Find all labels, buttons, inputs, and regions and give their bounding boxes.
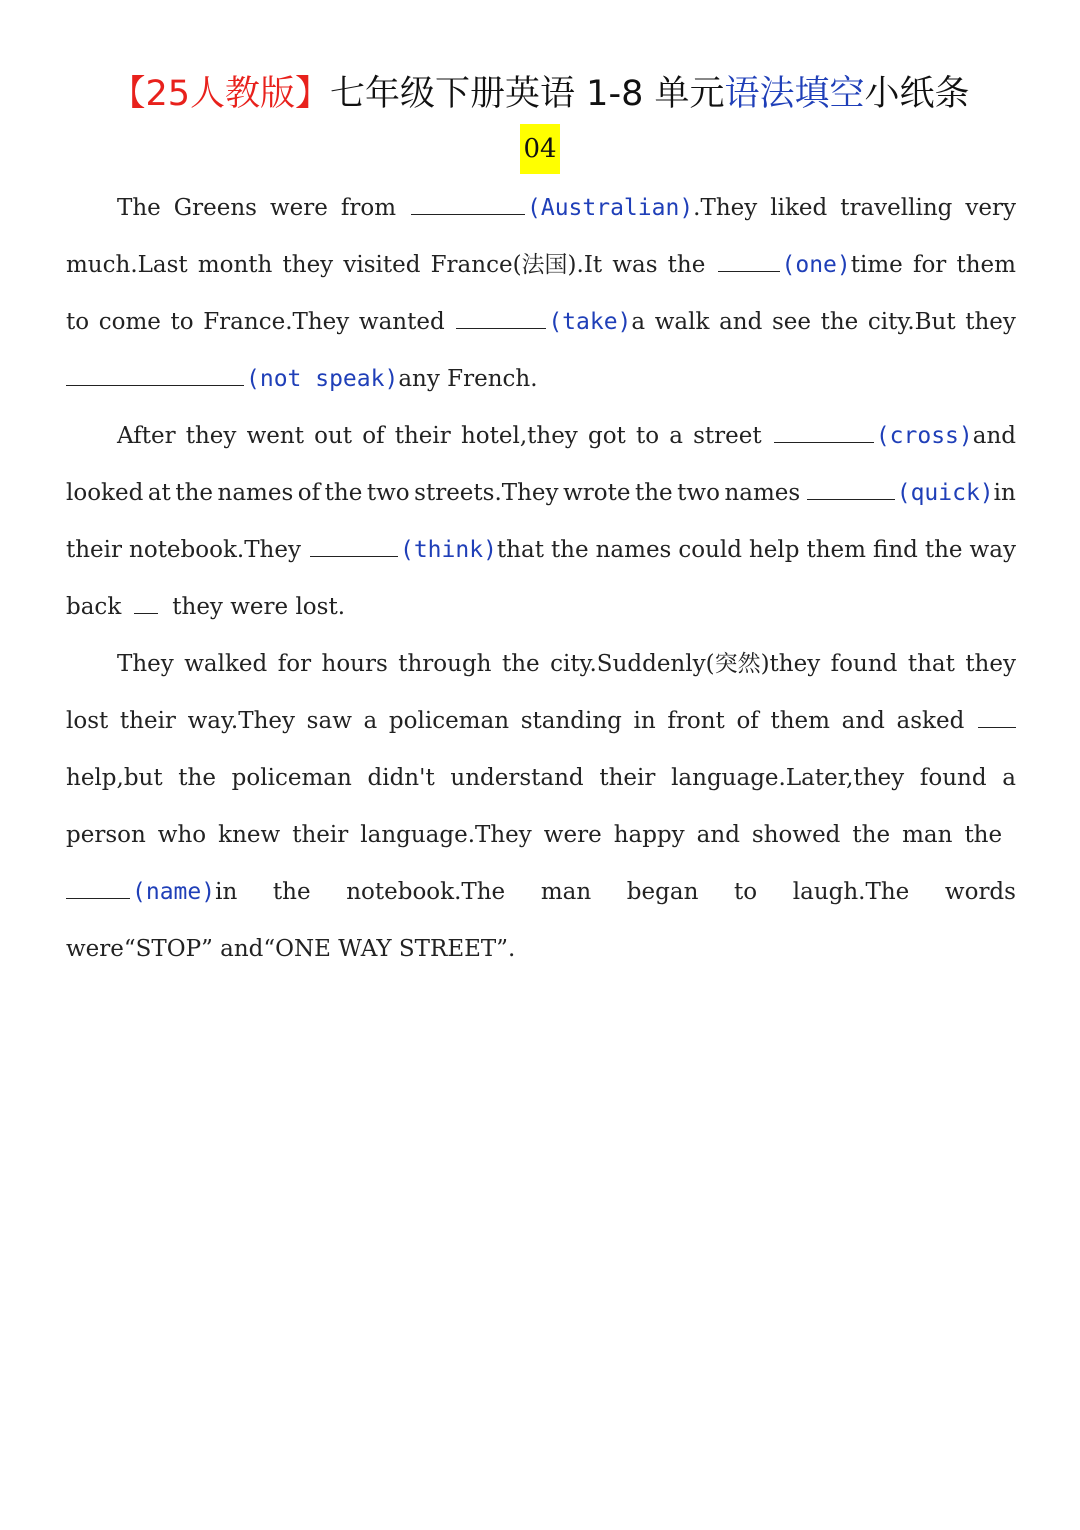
word: much.Last bbox=[66, 252, 188, 278]
word: them bbox=[956, 252, 1016, 278]
word: saw bbox=[306, 708, 352, 734]
answer-blank[interactable] bbox=[66, 363, 244, 386]
word: the bbox=[501, 651, 540, 677]
word: to bbox=[66, 309, 90, 335]
word: way.They bbox=[187, 708, 296, 734]
hint-australian: (Australian) bbox=[527, 195, 694, 221]
word: knew bbox=[218, 822, 281, 848]
blank-name-group bbox=[66, 864, 237, 921]
word: France(法国).It bbox=[430, 252, 603, 278]
word: the bbox=[964, 822, 1003, 848]
word: a bbox=[1002, 765, 1016, 791]
answer-blank[interactable] bbox=[66, 876, 130, 899]
sentence-end: they were lost. bbox=[172, 594, 346, 620]
sentence-end: were“STOP” and“ONE WAY STREET”. bbox=[66, 936, 516, 962]
hint-name: (name) bbox=[132, 879, 216, 905]
word: names bbox=[217, 480, 294, 506]
paragraph-1-line-3 bbox=[66, 294, 1016, 351]
word: walked bbox=[184, 651, 268, 677]
word: didn't bbox=[367, 765, 435, 791]
word: in bbox=[215, 879, 238, 905]
answer-blank[interactable] bbox=[978, 705, 1016, 728]
paragraph-2-line-3 bbox=[66, 522, 1016, 579]
word: language.They bbox=[360, 822, 532, 848]
word: the bbox=[175, 480, 213, 506]
paragraph-3-line-3 bbox=[66, 750, 1016, 807]
word: and bbox=[696, 822, 740, 848]
word: asked bbox=[896, 708, 965, 734]
word: a bbox=[631, 309, 646, 335]
word: month bbox=[197, 252, 273, 278]
word: that bbox=[907, 651, 955, 677]
word: that bbox=[496, 537, 544, 563]
word: come bbox=[98, 309, 161, 335]
word: understand bbox=[450, 765, 584, 791]
word: found bbox=[919, 765, 987, 791]
word: travelling bbox=[840, 195, 953, 221]
word: the bbox=[550, 537, 589, 563]
word: to bbox=[635, 423, 660, 449]
word: person bbox=[66, 822, 146, 848]
paragraph-3-line-6 bbox=[66, 921, 1016, 978]
word: two bbox=[677, 480, 720, 506]
word: in bbox=[993, 480, 1016, 506]
word: the bbox=[634, 480, 673, 506]
title-main: 七年级下册英语 1-8 单元 bbox=[330, 74, 725, 114]
word: back bbox=[66, 594, 122, 620]
word: notebook.The bbox=[346, 879, 506, 905]
word: policeman bbox=[231, 765, 352, 791]
word: was bbox=[612, 252, 658, 278]
word: hotel,they bbox=[460, 423, 578, 449]
word: were bbox=[543, 822, 602, 848]
word: The bbox=[117, 195, 161, 221]
hint-not-speak: (not speak) bbox=[246, 366, 399, 392]
answer-blank[interactable] bbox=[456, 306, 546, 329]
word: walk bbox=[654, 309, 710, 335]
word: a bbox=[669, 423, 683, 449]
word: they bbox=[965, 651, 1016, 677]
title-edition: 【25人教版】 bbox=[110, 74, 331, 114]
paragraph-2-line-2 bbox=[66, 465, 1016, 522]
word: were bbox=[269, 195, 328, 221]
blank-quick-group bbox=[805, 465, 1016, 522]
word: the bbox=[324, 480, 363, 506]
word: After bbox=[117, 423, 176, 449]
paragraph-2-line-4 bbox=[66, 579, 1016, 636]
title-suffix: 小纸条 bbox=[864, 74, 970, 114]
hint-take: (take) bbox=[548, 309, 632, 335]
word: the bbox=[178, 765, 216, 791]
number-badge: 04 bbox=[520, 124, 559, 174]
word: hours bbox=[321, 651, 388, 677]
word: they bbox=[282, 252, 334, 278]
word: them bbox=[806, 537, 866, 563]
paragraph-2-line-1 bbox=[66, 408, 1016, 465]
word: began bbox=[626, 879, 699, 905]
word: words bbox=[944, 879, 1016, 905]
word: the bbox=[924, 537, 963, 563]
word: through bbox=[398, 651, 492, 677]
word: of bbox=[736, 708, 759, 734]
answer-blank[interactable] bbox=[807, 477, 895, 500]
blank-think-group bbox=[308, 522, 544, 579]
word: Greens bbox=[173, 195, 257, 221]
answer-blank[interactable] bbox=[774, 420, 874, 443]
word: way bbox=[969, 537, 1016, 563]
word: laugh.The bbox=[792, 879, 910, 905]
word: standing bbox=[520, 708, 622, 734]
page-title bbox=[0, 70, 1080, 118]
word: man bbox=[540, 879, 592, 905]
word: their bbox=[599, 765, 656, 791]
word: notebook.They bbox=[129, 537, 301, 563]
word: in bbox=[633, 708, 656, 734]
word: got bbox=[587, 423, 626, 449]
word: the bbox=[667, 252, 706, 278]
word: the bbox=[820, 309, 859, 335]
word: wanted bbox=[358, 309, 445, 335]
word: went bbox=[246, 423, 304, 449]
blank-cross-group bbox=[772, 408, 1016, 465]
word: and bbox=[972, 423, 1016, 449]
sentence-end: any French. bbox=[398, 366, 538, 392]
word: who bbox=[157, 822, 207, 848]
word: looked bbox=[66, 480, 144, 506]
blank-one-group bbox=[716, 237, 903, 294]
paragraph-1-line-1 bbox=[66, 180, 1016, 237]
word: visited bbox=[343, 252, 421, 278]
word: front bbox=[667, 708, 725, 734]
word: their bbox=[119, 708, 176, 734]
word: they bbox=[185, 423, 237, 449]
word: to bbox=[734, 879, 758, 905]
word: policeman bbox=[388, 708, 510, 734]
word: city.But bbox=[867, 309, 956, 335]
word: showed bbox=[751, 822, 841, 848]
word: their bbox=[394, 423, 451, 449]
paragraph-1 bbox=[66, 180, 1016, 408]
word: to bbox=[170, 309, 194, 335]
word: happy bbox=[613, 822, 685, 848]
word: find bbox=[872, 537, 918, 563]
word: them bbox=[770, 708, 830, 734]
word: and bbox=[841, 708, 885, 734]
blank-take-group bbox=[454, 294, 645, 351]
word: help bbox=[748, 537, 800, 563]
word: their bbox=[292, 822, 349, 848]
word: France.They bbox=[203, 309, 350, 335]
blank-australian-group bbox=[409, 180, 757, 237]
word: lost bbox=[66, 708, 109, 734]
paragraph-3-line-4 bbox=[66, 807, 1016, 864]
word: liked bbox=[770, 195, 828, 221]
hint-quick: (quick) bbox=[896, 480, 994, 506]
word: street bbox=[693, 423, 762, 449]
answer-blank[interactable] bbox=[134, 591, 158, 614]
word: found bbox=[830, 651, 898, 677]
word: .They bbox=[693, 195, 758, 221]
word: help,but bbox=[66, 765, 163, 791]
word: could bbox=[678, 537, 742, 563]
paragraph-1-line-2 bbox=[66, 237, 1016, 294]
word: man bbox=[902, 822, 953, 848]
word: for bbox=[912, 252, 947, 278]
paragraph-3-line-1 bbox=[66, 636, 1016, 693]
word: their bbox=[66, 537, 123, 563]
word: of bbox=[297, 480, 321, 506]
hint-think: (think) bbox=[399, 537, 497, 563]
word: out bbox=[314, 423, 353, 449]
word: wrote bbox=[563, 480, 631, 506]
word: names bbox=[724, 480, 801, 506]
answer-blank[interactable] bbox=[718, 249, 780, 272]
paragraph-3 bbox=[66, 636, 1016, 978]
word: two bbox=[366, 480, 410, 506]
paragraph-1-line-4 bbox=[66, 351, 1016, 408]
word: time bbox=[850, 252, 903, 278]
paragraph-2 bbox=[66, 408, 1016, 636]
paragraph-3-line-5 bbox=[66, 864, 1016, 921]
title-highlight: 语法填空 bbox=[724, 74, 865, 114]
paragraph-3-line-2 bbox=[66, 693, 1016, 750]
hint-one: (one) bbox=[781, 252, 851, 278]
word: very bbox=[965, 195, 1016, 221]
word: language.Later,they bbox=[671, 765, 905, 791]
word: from bbox=[340, 195, 397, 221]
word: city.Suddenly(突然)they bbox=[550, 651, 821, 677]
hint-cross: (cross) bbox=[875, 423, 973, 449]
word: They bbox=[117, 651, 174, 677]
word: of bbox=[362, 423, 385, 449]
answer-blank[interactable] bbox=[411, 192, 525, 215]
word: streets.They bbox=[414, 480, 559, 506]
word: names bbox=[595, 537, 672, 563]
answer-blank[interactable] bbox=[310, 534, 398, 557]
number-badge-wrap bbox=[0, 124, 1080, 174]
word: see bbox=[771, 309, 811, 335]
word: and bbox=[719, 309, 763, 335]
word: for bbox=[277, 651, 312, 677]
word: they bbox=[965, 309, 1016, 335]
word: the bbox=[852, 822, 891, 848]
word: a bbox=[363, 708, 378, 734]
word: the bbox=[272, 879, 311, 905]
word: at bbox=[147, 480, 171, 506]
